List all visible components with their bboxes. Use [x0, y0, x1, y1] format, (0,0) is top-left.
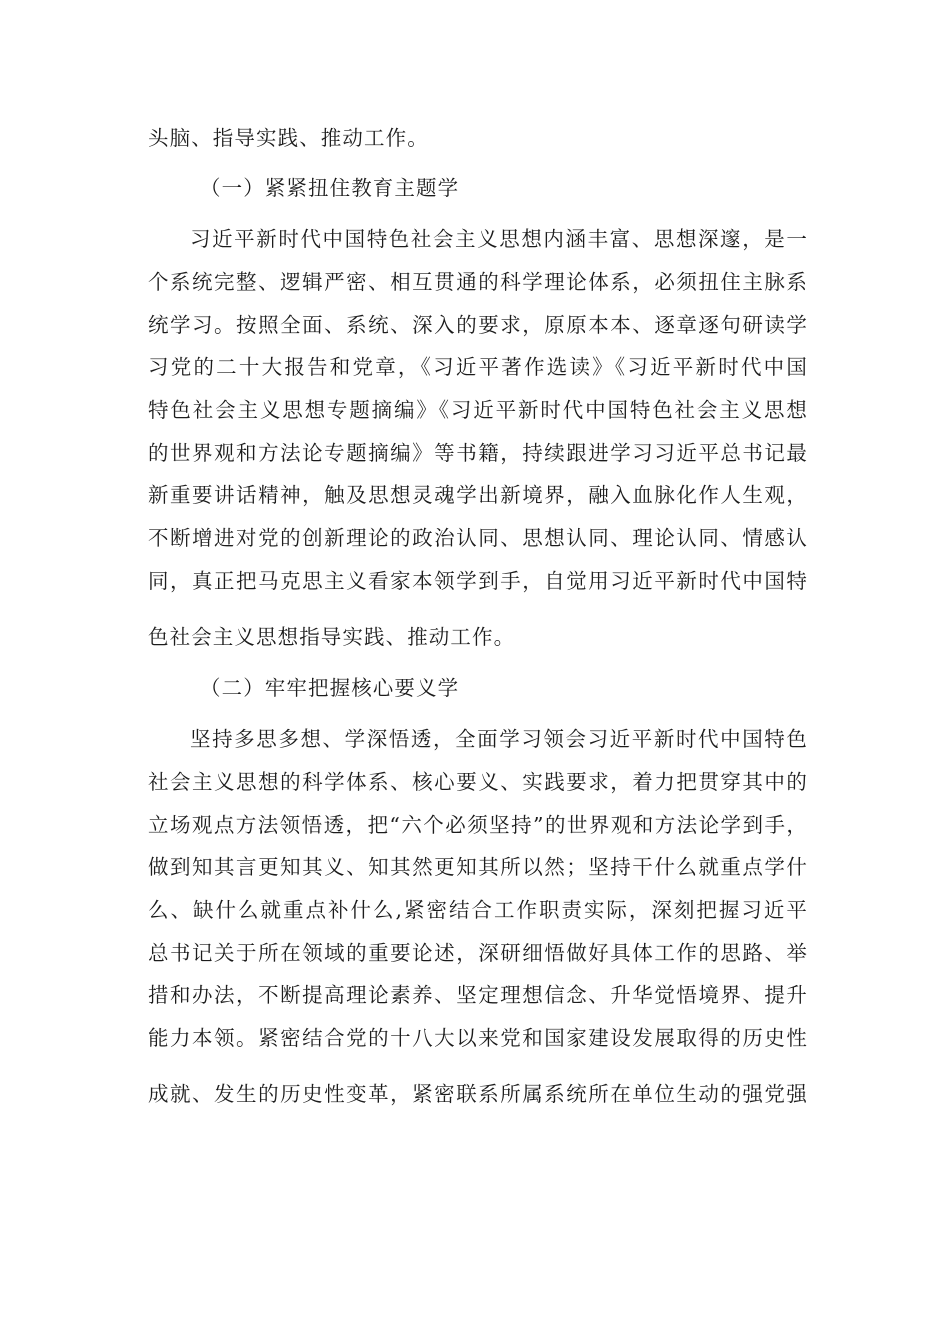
- paragraph-line: 习党的二十大报告和党章，《习近平著作选读》《习近平新时代中国: [148, 355, 808, 379]
- section-heading-2: （二）牢牢把握核心要义学: [200, 676, 460, 700]
- paragraph-line: 特色社会主义思想专题摘编》《习近平新时代中国特色社会主义思想: [148, 398, 808, 422]
- paragraph-line: 社会主义思想的科学体系、核心要义、实践要求，着力把贯穿其中的: [148, 770, 808, 794]
- paragraph-line: 色社会主义思想指导实践、推动工作。: [148, 625, 516, 649]
- paragraph-line: 立场观点方法领悟透，把“六个必须坚持”的世界观和方法论学到手，: [148, 813, 808, 837]
- paragraph-line: 头脑、指导实践、推动工作。: [148, 126, 429, 150]
- section-heading-1: （一）紧紧扭住教育主题学: [200, 176, 460, 200]
- paragraph-line: 新重要讲话精神，触及思想灵魂学出新境界，融入血脉化作人生观，: [148, 483, 808, 507]
- paragraph-line: 统学习。按照全面、系统、深入的要求，原原本本、逐章逐句研读学: [148, 313, 808, 337]
- paragraph-line: 措和办法，不断提高理论素养、坚定理想信念、升华觉悟境界、提升: [148, 983, 808, 1007]
- paragraph-line: 总书记关于所在领域的重要论述，深研细悟做好具体工作的思路、举: [148, 941, 808, 965]
- paragraph-line: 习近平新时代中国特色社会主义思想内涵丰富、思想深邃，是一: [190, 227, 808, 251]
- paragraph-line: 不断增进对党的创新理论的政治认同、思想认同、理论认同、情感认: [148, 526, 808, 550]
- paragraph-line: 坚持多思多想、学深悟透，全面学习领会习近平新时代中国特色: [190, 727, 808, 751]
- paragraph-line: 同，真正把马克思主义看家本领学到手，自觉用习近平新时代中国特: [148, 569, 808, 593]
- paragraph-line: 个系统完整、逻辑严密、相互贯通的科学理论体系，必须扭住主脉系: [148, 270, 808, 294]
- paragraph-line: 的世界观和方法论专题摘编》等书籍，持续跟进学习习近平总书记最: [148, 441, 808, 465]
- paragraph-line: 能力本领。紧密结合党的十八大以来党和国家建设发展取得的历史性: [148, 1026, 808, 1050]
- paragraph-line: 做到知其言更知其义、知其然更知其所以然；坚持干什么就重点学什: [148, 855, 808, 879]
- paragraph-line: 么、缺什么就重点补什么,紧密结合工作职责实际，深刻把握习近平: [148, 898, 808, 922]
- paragraph-line: 成就、发生的历史性变革，紧密联系所属系统所在单位生动的强党强: [148, 1082, 808, 1106]
